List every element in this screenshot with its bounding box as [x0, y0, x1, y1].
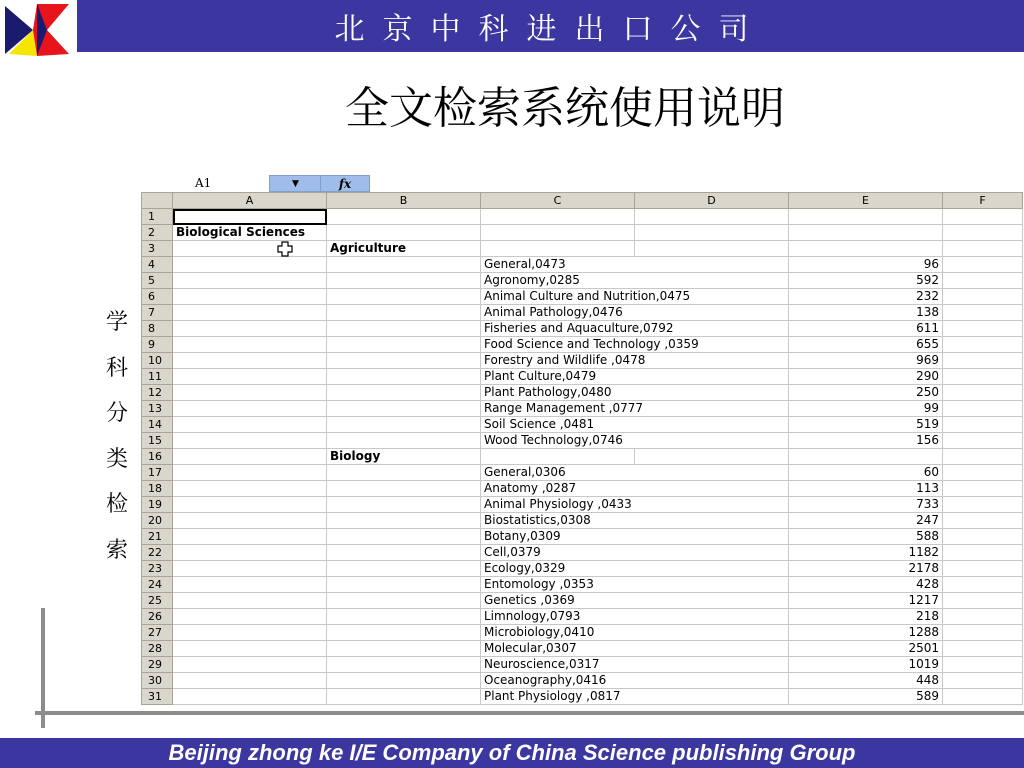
cell-f[interactable] [943, 305, 1023, 321]
row-header[interactable]: 26 [142, 609, 173, 625]
footer-bar [0, 738, 1024, 768]
cell-e[interactable]: 588 [789, 529, 943, 545]
cell-b[interactable] [327, 657, 481, 673]
table-row [142, 241, 1023, 257]
table-row [142, 481, 1023, 497]
cell-f[interactable] [943, 449, 1023, 465]
row-header[interactable]: 31 [142, 689, 173, 705]
cell-b[interactable] [327, 673, 481, 689]
cell-c[interactable]: Animal Culture and Nutrition,0475 [481, 289, 789, 305]
cell-f[interactable] [943, 321, 1023, 337]
row-header[interactable]: 6 [142, 289, 173, 305]
table-row [142, 289, 1023, 305]
cell-b[interactable] [327, 385, 481, 401]
cell-b[interactable] [327, 289, 481, 305]
cell-b[interactable] [327, 369, 481, 385]
cell-f[interactable] [943, 673, 1023, 689]
cell-f[interactable] [943, 417, 1023, 433]
decorative-vertical-line [41, 608, 45, 728]
row-header[interactable]: 28 [142, 641, 173, 657]
side-label-char: 索 [105, 537, 128, 563]
cell-d[interactable] [635, 241, 789, 257]
cell-e[interactable]: 592 [789, 273, 943, 289]
cell-e[interactable]: 589 [789, 689, 943, 705]
side-label [100, 300, 134, 573]
cell-b[interactable] [327, 417, 481, 433]
table-row [142, 225, 1023, 241]
column-header-e[interactable]: E [789, 193, 943, 209]
row-header[interactable]: 17 [142, 465, 173, 481]
cell-b[interactable] [327, 273, 481, 289]
table-row [142, 305, 1023, 321]
cell-a[interactable] [173, 241, 327, 257]
cell-c[interactable]: Plant Pathology,0480 [481, 385, 789, 401]
cell-c[interactable]: Botany,0309 [481, 529, 789, 545]
cell-c[interactable]: Anatomy ,0287 [481, 481, 789, 497]
table-row [142, 657, 1023, 673]
cell-c[interactable]: General,0473 [481, 257, 789, 273]
cell-e[interactable]: 1288 [789, 625, 943, 641]
cell-a[interactable] [173, 641, 327, 657]
table-row [142, 433, 1023, 449]
row-header[interactable]: 24 [142, 577, 173, 593]
company-logo [3, 2, 71, 56]
column-header-d[interactable]: D [635, 193, 789, 209]
table-row [142, 353, 1023, 369]
cell-f[interactable] [943, 385, 1023, 401]
cell-c[interactable]: Entomology ,0353 [481, 577, 789, 593]
cell-a[interactable] [173, 481, 327, 497]
cell-c[interactable]: Plant Physiology ,0817 [481, 689, 789, 705]
cell-b[interactable] [327, 561, 481, 577]
cell-c[interactable]: Microbiology,0410 [481, 625, 789, 641]
cell-a[interactable] [173, 385, 327, 401]
cell-b[interactable] [327, 337, 481, 353]
cell-b[interactable] [327, 257, 481, 273]
row-header[interactable]: 15 [142, 433, 173, 449]
cell-f[interactable] [943, 545, 1023, 561]
row-header[interactable]: 25 [142, 593, 173, 609]
cell-c[interactable]: Animal Physiology ,0433 [481, 497, 789, 513]
row-header[interactable]: 12 [142, 385, 173, 401]
cell-a[interactable] [173, 529, 327, 545]
cell-c[interactable]: General,0306 [481, 465, 789, 481]
cell-e[interactable]: 1217 [789, 593, 943, 609]
table-row [142, 209, 1023, 225]
cell-a[interactable] [173, 337, 327, 353]
row-header[interactable]: 2 [142, 225, 173, 241]
cell-c[interactable] [481, 209, 635, 225]
cell-c[interactable]: Range Management ,0777 [481, 401, 789, 417]
cell-f[interactable] [943, 353, 1023, 369]
cell-c[interactable]: Plant Culture,0479 [481, 369, 789, 385]
cell-f[interactable] [943, 513, 1023, 529]
cell-c[interactable]: Soil Science ,0481 [481, 417, 789, 433]
cell-e[interactable]: 232 [789, 289, 943, 305]
cell-f[interactable] [943, 497, 1023, 513]
cell-f[interactable] [943, 337, 1023, 353]
cell-e[interactable]: 1182 [789, 545, 943, 561]
cell-e[interactable]: 218 [789, 609, 943, 625]
table-row [142, 273, 1023, 289]
cell-e[interactable] [789, 225, 943, 241]
table-row [142, 593, 1023, 609]
footer-text: Beijing zhong ke I/E Company of China Science publishing Group [168, 740, 856, 765]
cell-a[interactable] [173, 689, 327, 705]
cell-b[interactable] [327, 433, 481, 449]
cell-a[interactable] [173, 369, 327, 385]
cell-c[interactable]: Agronomy,0285 [481, 273, 789, 289]
row-header[interactable]: 29 [142, 657, 173, 673]
column-header-f[interactable]: F [943, 193, 1023, 209]
cell-f[interactable] [943, 609, 1023, 625]
table-row [142, 609, 1023, 625]
row-header[interactable]: 16 [142, 449, 173, 465]
cell-d[interactable] [635, 225, 789, 241]
cell-f[interactable] [943, 529, 1023, 545]
slide-title: 全文检索系统使用说明 [345, 83, 785, 134]
cell-a[interactable] [173, 609, 327, 625]
cell-cursor-icon [277, 241, 293, 257]
cell-c[interactable]: Forestry and Wildlife ,0478 [481, 353, 789, 369]
cell-a[interactable] [173, 449, 327, 465]
row-header[interactable]: 13 [142, 401, 173, 417]
cell-c[interactable]: Animal Pathology,0476 [481, 305, 789, 321]
table-row [142, 545, 1023, 561]
cell-c[interactable]: Cell,0379 [481, 545, 789, 561]
cell-b[interactable] [327, 465, 481, 481]
cell-e[interactable]: 156 [789, 433, 943, 449]
cell-c[interactable]: Food Science and Technology ,0359 [481, 337, 789, 353]
table-row [142, 385, 1023, 401]
cell-e[interactable]: 2178 [789, 561, 943, 577]
cell-a[interactable]: Biological Sciences [173, 225, 327, 241]
cell-e[interactable]: 611 [789, 321, 943, 337]
company-name: 北京中科进出口公司 [334, 12, 767, 47]
spreadsheet [141, 173, 1024, 706]
cell-f[interactable] [943, 225, 1023, 241]
cell-e[interactable] [789, 449, 943, 465]
cell-b[interactable] [327, 401, 481, 417]
side-label-char: 科 [105, 355, 128, 381]
table-row [142, 401, 1023, 417]
cell-e[interactable]: 519 [789, 417, 943, 433]
cell-f[interactable] [943, 401, 1023, 417]
table-row [142, 513, 1023, 529]
cell-b[interactable]: Agriculture [327, 241, 481, 257]
row-header[interactable]: 1 [142, 209, 173, 225]
cell-f[interactable] [943, 209, 1023, 225]
cell-a[interactable] [173, 257, 327, 273]
table-row [142, 673, 1023, 689]
table-row [142, 577, 1023, 593]
cell-b[interactable] [327, 625, 481, 641]
cell-e[interactable]: 969 [789, 353, 943, 369]
spreadsheet-grid [141, 192, 1023, 705]
cell-f[interactable] [943, 273, 1023, 289]
function-button[interactable]: fx [320, 175, 370, 192]
side-label-char: 学 [105, 310, 128, 335]
cell-a[interactable] [173, 401, 327, 417]
cell-c[interactable]: Ecology,0329 [481, 561, 789, 577]
cell-b[interactable] [327, 689, 481, 705]
cell-b[interactable] [327, 305, 481, 321]
cell-c[interactable] [481, 449, 635, 465]
side-label-char: 类 [105, 446, 128, 472]
cell-b[interactable] [327, 641, 481, 657]
cell-d[interactable] [635, 209, 789, 225]
cell-e[interactable]: 60 [789, 465, 943, 481]
table-row [142, 641, 1023, 657]
cell-e[interactable]: 428 [789, 577, 943, 593]
cell-f[interactable] [943, 689, 1023, 705]
row-header[interactable]: 22 [142, 545, 173, 561]
cell-e[interactable]: 2501 [789, 641, 943, 657]
cell-a[interactable] [173, 561, 327, 577]
cell-b[interactable] [327, 577, 481, 593]
row-header[interactable]: 4 [142, 257, 173, 273]
cell-f[interactable] [943, 465, 1023, 481]
cell-f[interactable] [943, 561, 1023, 577]
table-row [142, 337, 1023, 353]
decorative-horizontal-line [35, 711, 1024, 715]
cell-c[interactable]: Biostatistics,0308 [481, 513, 789, 529]
cell-a[interactable] [173, 305, 327, 321]
cell-b[interactable] [327, 321, 481, 337]
cell-a[interactable] [173, 321, 327, 337]
cell-e[interactable]: 290 [789, 369, 943, 385]
cell-b[interactable] [327, 545, 481, 561]
cell-d[interactable] [635, 449, 789, 465]
cell-b[interactable] [327, 513, 481, 529]
table-row [142, 449, 1023, 465]
cell-a[interactable] [173, 465, 327, 481]
table-row [142, 369, 1023, 385]
cell-a[interactable] [173, 673, 327, 689]
cell-e[interactable]: 1019 [789, 657, 943, 673]
table-row [142, 625, 1023, 641]
cell-b[interactable] [327, 225, 481, 241]
cell-b[interactable] [327, 593, 481, 609]
dropdown-arrow-icon[interactable]: ▼ [269, 175, 322, 192]
cell-e[interactable]: 138 [789, 305, 943, 321]
cell-f[interactable] [943, 593, 1023, 609]
cell-a[interactable] [173, 593, 327, 609]
cell-f[interactable] [943, 481, 1023, 497]
cell-e[interactable]: 655 [789, 337, 943, 353]
cell-c[interactable]: Genetics ,0369 [481, 593, 789, 609]
table-row [142, 257, 1023, 273]
cell-e[interactable]: 733 [789, 497, 943, 513]
cell-a[interactable] [173, 497, 327, 513]
cell-e[interactable]: 96 [789, 257, 943, 273]
cell-f[interactable] [943, 241, 1023, 257]
cell-c[interactable] [481, 241, 635, 257]
column-header-c[interactable]: C [481, 193, 635, 209]
cell-c[interactable]: Wood Technology,0746 [481, 433, 789, 449]
cell-f[interactable] [943, 369, 1023, 385]
row-header[interactable]: 8 [142, 321, 173, 337]
cell-a[interactable] [173, 513, 327, 529]
name-box[interactable]: A1 [195, 176, 212, 190]
cell-a[interactable] [173, 625, 327, 641]
cell-f[interactable] [943, 657, 1023, 673]
cell-b[interactable]: Biology [327, 449, 481, 465]
side-label-char: 分 [105, 401, 128, 426]
cell-b[interactable] [327, 529, 481, 545]
cell-c[interactable]: Fisheries and Aquaculture,0792 [481, 321, 789, 337]
cell-e[interactable]: 247 [789, 513, 943, 529]
cell-e[interactable]: 250 [789, 385, 943, 401]
row-header[interactable]: 21 [142, 529, 173, 545]
cell-a[interactable] [173, 433, 327, 449]
cell-a[interactable] [173, 417, 327, 433]
row-header[interactable]: 7 [142, 305, 173, 321]
cell-f[interactable] [943, 577, 1023, 593]
cell-a[interactable] [173, 209, 327, 225]
column-header-b[interactable]: B [327, 193, 481, 209]
cell-b[interactable] [327, 353, 481, 369]
cell-b[interactable] [327, 481, 481, 497]
cell-e[interactable]: 99 [789, 401, 943, 417]
row-header[interactable]: 9 [142, 337, 173, 353]
cell-b[interactable] [327, 497, 481, 513]
table-row [142, 497, 1023, 513]
row-header[interactable]: 23 [142, 561, 173, 577]
cell-e[interactable]: 113 [789, 481, 943, 497]
cell-f[interactable] [943, 641, 1023, 657]
cell-e[interactable] [789, 209, 943, 225]
row-header[interactable]: 19 [142, 497, 173, 513]
table-row [142, 465, 1023, 481]
cell-a[interactable] [173, 353, 327, 369]
cell-c[interactable]: Neuroscience,0317 [481, 657, 789, 673]
cell-e[interactable]: 448 [789, 673, 943, 689]
cell-a[interactable] [173, 545, 327, 561]
row-header[interactable]: 20 [142, 513, 173, 529]
cell-f[interactable] [943, 433, 1023, 449]
column-header-row [142, 193, 1023, 209]
column-header-a[interactable]: A [173, 193, 327, 209]
corner-cell[interactable] [142, 193, 173, 209]
table-row [142, 561, 1023, 577]
row-header[interactable]: 10 [142, 353, 173, 369]
cell-a[interactable] [173, 289, 327, 305]
table-row [142, 321, 1023, 337]
cell-c[interactable] [481, 225, 635, 241]
side-label-char: 检 [105, 492, 128, 517]
row-header[interactable]: 5 [142, 273, 173, 289]
cell-c[interactable]: Limnology,0793 [481, 609, 789, 625]
cell-c[interactable]: Oceanography,0416 [481, 673, 789, 689]
cell-c[interactable]: Molecular,0307 [481, 641, 789, 657]
cell-a[interactable] [173, 577, 327, 593]
cell-b[interactable] [327, 209, 481, 225]
row-header[interactable]: 27 [142, 625, 173, 641]
cell-a[interactable] [173, 657, 327, 673]
row-header[interactable]: 30 [142, 673, 173, 689]
row-header[interactable]: 11 [142, 369, 173, 385]
row-header[interactable]: 3 [142, 241, 173, 257]
cell-f[interactable] [943, 289, 1023, 305]
cell-f[interactable] [943, 625, 1023, 641]
cell-e[interactable] [789, 241, 943, 257]
header-bar [77, 0, 1024, 52]
table-row [142, 417, 1023, 433]
table-row [142, 689, 1023, 705]
row-header[interactable]: 14 [142, 417, 173, 433]
row-header[interactable]: 18 [142, 481, 173, 497]
cell-b[interactable] [327, 609, 481, 625]
cell-a[interactable] [173, 273, 327, 289]
cell-f[interactable] [943, 257, 1023, 273]
table-row [142, 529, 1023, 545]
